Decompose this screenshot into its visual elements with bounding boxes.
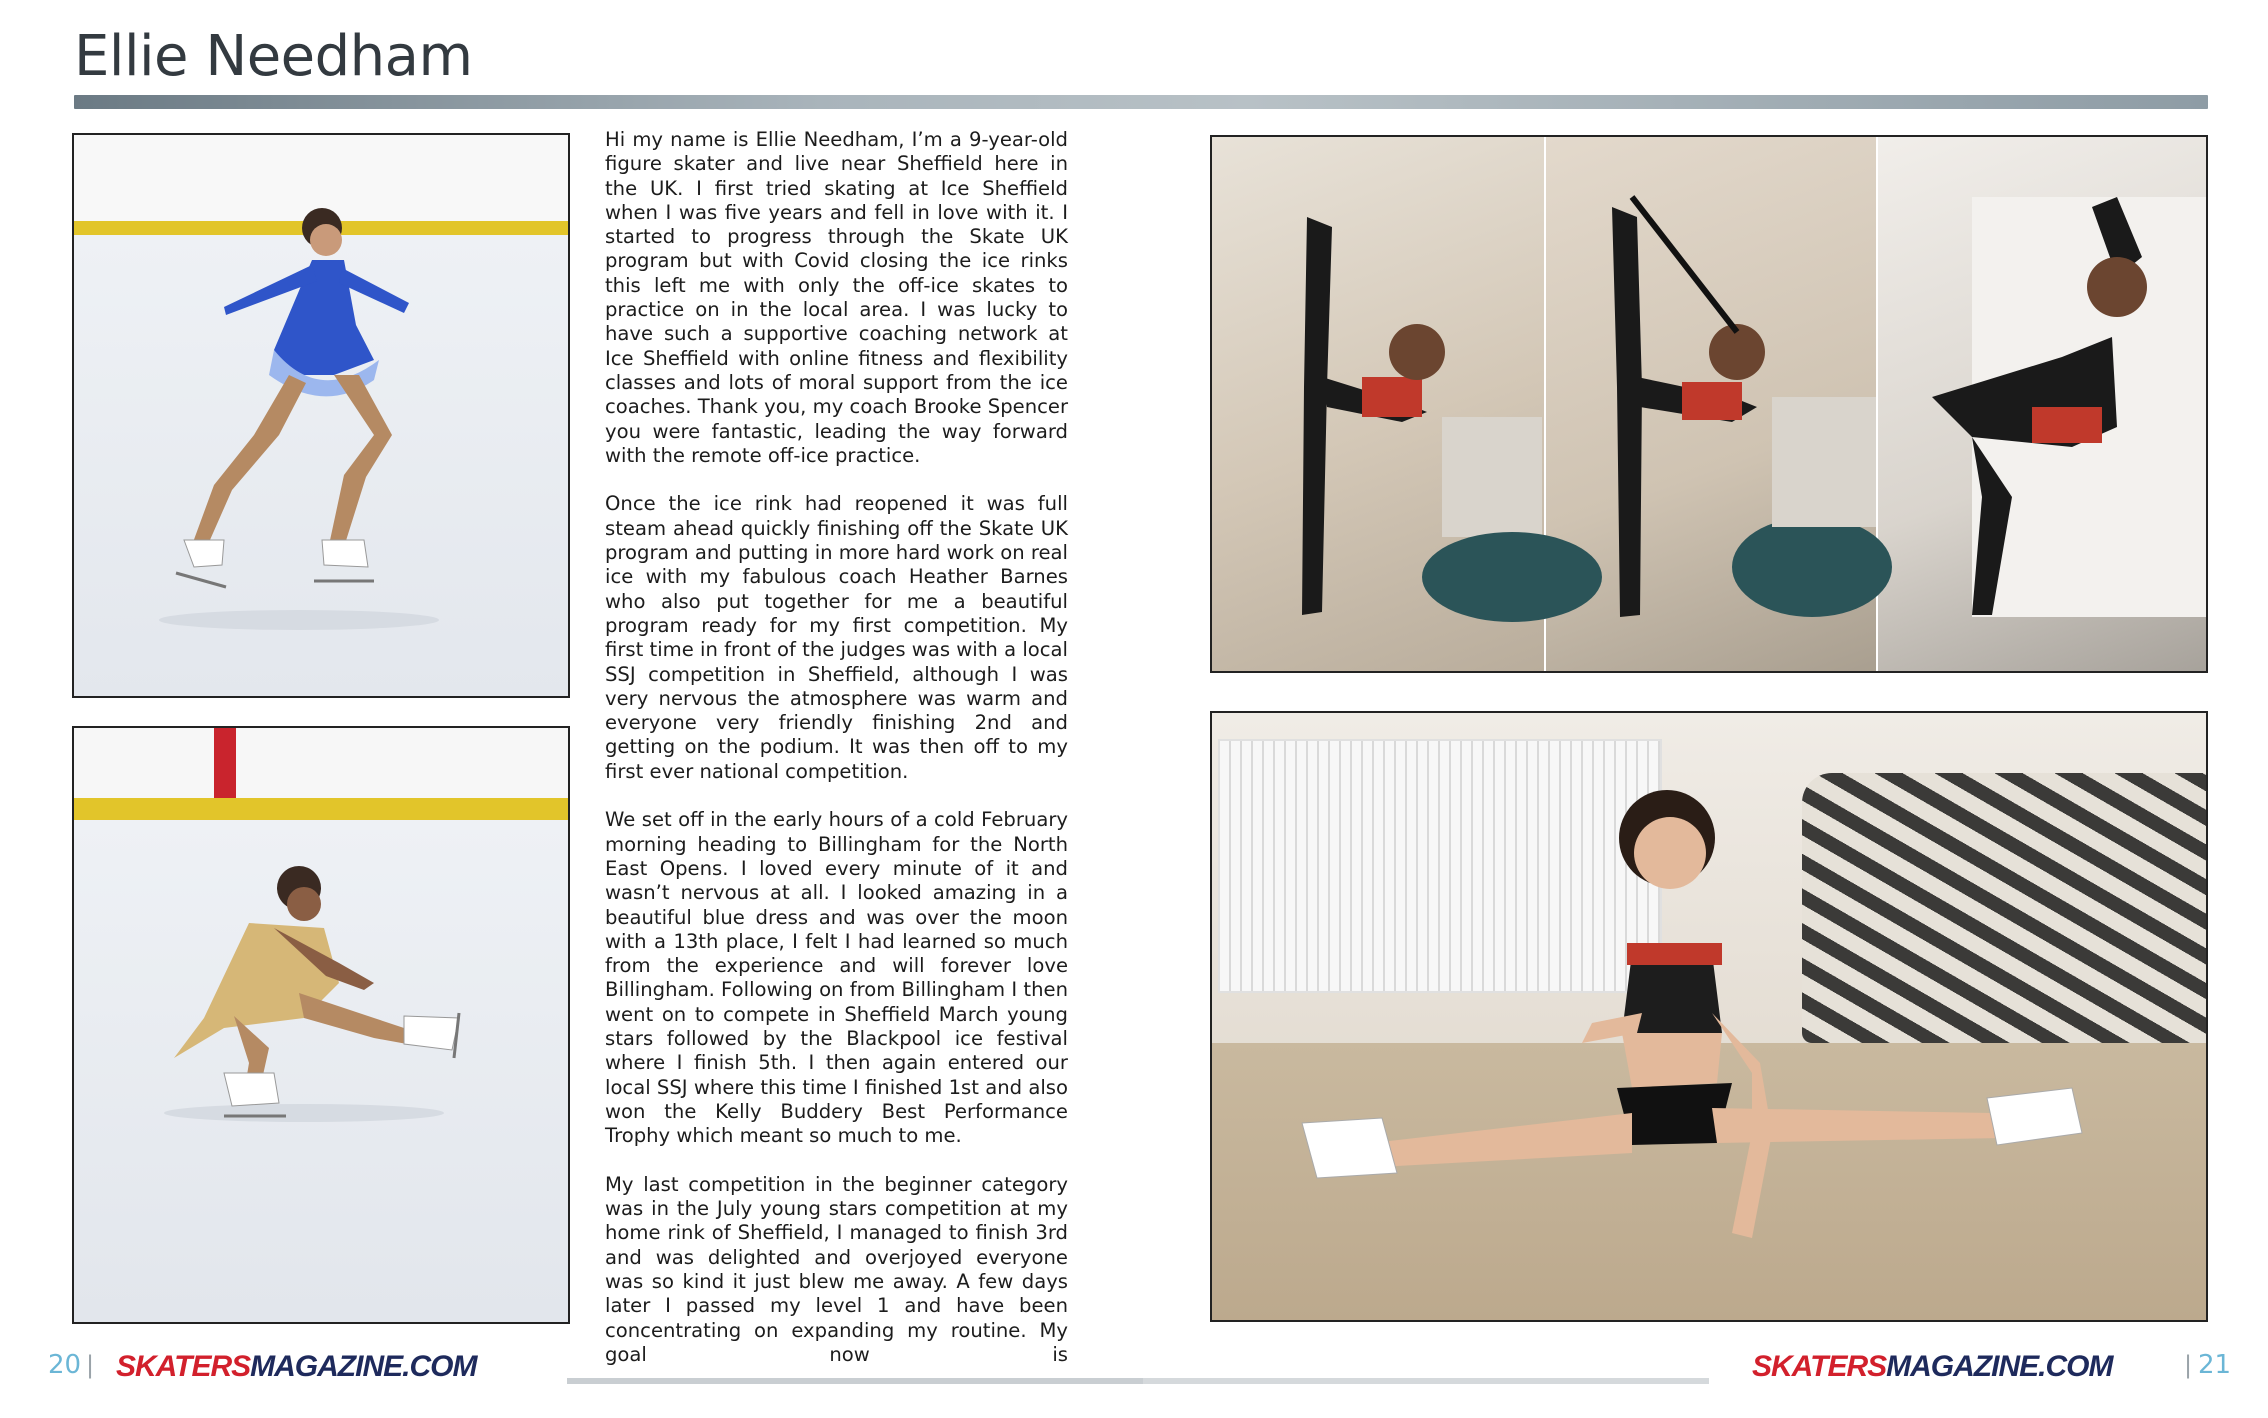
- photo-skater-gliding: [72, 133, 570, 698]
- article-paragraph-2: Once the ice rink had reopened it was full steam ahead quickly finishing off the Skate UK program and putting in more hard work on real ice with my fabulous coach Heather Barnes who also put together for me a beautiful program ready for my first competition. My first time in front of the judges was with a local SSJ competition in Sheffield, although I was very nervous the atmosphere was warm and everyone very friendly finishing 2nd and getting on the podium. It was then off to my first ever national competition.: [605, 492, 1068, 783]
- photo-flexibility-triptych: [1210, 135, 2208, 673]
- photo-skater-spin: [72, 726, 570, 1324]
- brand-part-skaters: SKATERS: [1752, 1350, 1887, 1383]
- skater-gliding-figure: [74, 135, 570, 698]
- brand-part-magazine: MAGAZINE.COM: [250, 1350, 477, 1383]
- brand-part-skaters: SKATERS: [116, 1350, 251, 1383]
- title-divider: [74, 95, 2208, 109]
- page-title: Ellie Needham: [74, 24, 473, 89]
- article-paragraph-3: We set off in the early hours of a cold February morning heading to Billingham for the North East Opens. I loved every minute of it and wasn’t nervous at all. I looked amazing in a beautiful blue dress and was over the moon with a 13th place, I felt I had learned so much from the experience and will forever love Billingham. Following on from Billingham I then went on to compete in Sheffield March young stars followed by the Blackpool ice festival where I finish 5th. I then again entered our local SSJ where this time I finished 1st and also won the Kelly Buddery Best Performance Trophy which meant so much to me.: [605, 808, 1068, 1148]
- footer-separator-right: |: [2184, 1351, 2193, 1379]
- brand-logo-left[interactable]: [116, 1350, 476, 1384]
- article-paragraph-4: My last competition in the beginner category was in the July young stars competition at my home rink of Sheffield, I managed to finish 3rd and was delighted and overjoyed everyone was so kind it just blew me away. A few days later I passed my level 1 and have been concentrating on expanding my routine. My goal now is: [605, 1172, 1068, 1366]
- page-number-right: 21: [2198, 1350, 2232, 1380]
- brand-logo-right[interactable]: [1752, 1350, 2112, 1384]
- stretch-figures: [1212, 137, 2208, 673]
- footer-separator-left: |: [86, 1351, 95, 1379]
- footer-divider-left: [567, 1378, 1143, 1384]
- footer-divider-right: [1143, 1378, 1709, 1384]
- splits-figure: [1212, 713, 2208, 1322]
- skater-spin-figure: [74, 728, 570, 1324]
- photo-splits: [1210, 711, 2208, 1322]
- article-paragraph-1: Hi my name is Ellie Needham, I’m a 9-year-old figure skater and live near Sheffield here in the UK. I first tried skating at Ice Sheffield when I was five years and fell in love with it. I started to progress through the Skate UK program but with Covid closing the ice rinks this left me with only the off-ice skates to practice on in the local area. I was lucky to have such a supportive coaching network at Ice Sheffield with online fitness and flexibility classes and lots of moral support from the ice coaches. Thank you, my coach Brooke Spencer you were fantastic, leading the way forward with the remote off-ice practice.: [605, 128, 1068, 467]
- article-body: [605, 128, 1068, 1391]
- brand-part-magazine: MAGAZINE.COM: [1886, 1350, 2113, 1383]
- page-number-left: 20: [48, 1350, 82, 1380]
